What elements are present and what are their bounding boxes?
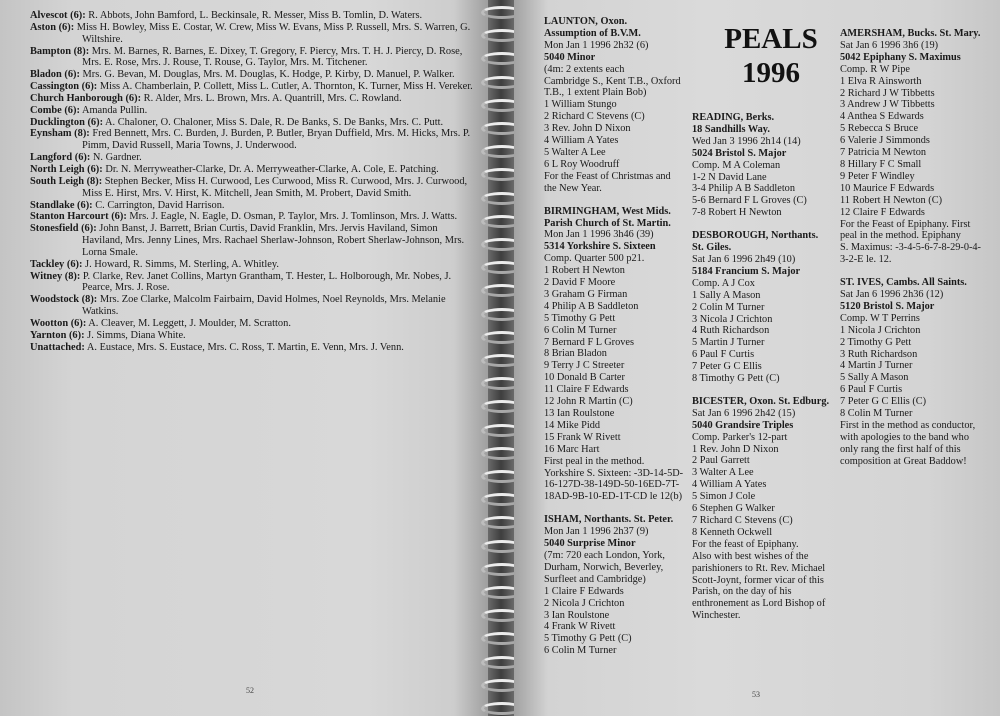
tower-name: Bladon (6): bbox=[30, 69, 80, 81]
tower-name: Combe (6): bbox=[30, 104, 80, 116]
peal-detail-line: Also with best wishes of the bbox=[692, 550, 809, 562]
peal-detail-line: Parish, on the day of his bbox=[692, 586, 792, 598]
peal-detail-line: 5-6 Bernard F L Groves (C) bbox=[692, 195, 807, 207]
peal-detail-line: 2 David F Moore bbox=[544, 277, 616, 289]
ringer-names: Mrs. M. Barnes, R. Barnes, E. Dixey, T. Gregory, F. Piercy, Mrs. T. H. J. Piercy, D. Rose, Mrs. E. Rose, Mrs. J. Rouse, T. Rouse, G. Taylor, Mrs. M. Titchener. bbox=[82, 45, 463, 69]
peal-heading-line: ISHAM, Northants. St. Peter. bbox=[544, 514, 674, 526]
ringer-names: A. Eustace, Mrs. S. Eustace, Mrs. C. Ross, T. Martin, E. Venn, Mrs. J. Venn. bbox=[84, 341, 404, 353]
peal-heading-line: St. Giles. bbox=[692, 242, 732, 254]
tower-name: Woodstock (8): bbox=[30, 294, 98, 306]
peal-detail-line: 12 John R Martin (C) bbox=[544, 396, 633, 408]
peal-detail-line: 11 Robert H Newton (C) bbox=[840, 194, 942, 206]
peals-year: 1996 bbox=[742, 57, 800, 89]
ringer-names: Mrs. G. Bevan, M. Douglas, Mrs. M. Douglas, K. Hodge, P. Kirby, D. Manuel, P. Walker. bbox=[79, 69, 455, 81]
tower-entry bbox=[30, 93, 478, 105]
peal-detail-line: T.B., 1 extent Plain Bob) bbox=[544, 87, 647, 99]
peal-detail-line: Mon Jan 1 1996 2h37 (9) bbox=[544, 526, 649, 538]
peals-column-2 bbox=[692, 112, 842, 622]
ringer-names: Mrs. Zoe Clarke, Malcolm Fairbairn, David Holmes, Noel Reynolds, Mrs. Melanie Watkins. bbox=[82, 294, 446, 318]
peal-detail-line: Durham, Norwich, Beverley, bbox=[544, 561, 664, 573]
right-page bbox=[514, 0, 1000, 716]
peal-heading-line: Assumption of B.V.M. bbox=[544, 27, 641, 39]
peal-detail-line: 4 Martin J Turner bbox=[840, 360, 913, 372]
peal-detail-line: 6 Paul F Curtis bbox=[840, 384, 903, 396]
peal-detail-line: 5 Martin J Turner bbox=[692, 337, 765, 349]
ringer-names: A. Chaloner, O. Chaloner, Miss S. Dale, R. De Banks, S. De Banks, Mrs. C. Putt. bbox=[103, 116, 444, 128]
peal-detail-line: 8 Hillary F C Small bbox=[840, 158, 922, 170]
peal-heading-line: BIRMINGHAM, West Mids. bbox=[544, 205, 671, 217]
peal-heading-line: LAUNTON, Oxon. bbox=[544, 16, 628, 27]
left-page-number: 52 bbox=[246, 686, 254, 695]
peal-detail-line: Mon Jan 1 1996 3h46 (39) bbox=[544, 229, 654, 241]
peal-detail-line: 2 Colin M Turner bbox=[692, 301, 765, 313]
peal-heading-line: 5040 Surprise Minor bbox=[544, 538, 636, 550]
peal-detail-line: 3 Nicola J Crichton bbox=[692, 313, 773, 325]
ringer-names: A. Cleaver, M. Leggett, J. Moulder, M. Scratton. bbox=[86, 317, 291, 329]
peal-detail-line: composition at Great Baddow! bbox=[840, 455, 967, 467]
ringer-names: Miss A. Chamberlain, P. Collett, Miss L. Cutler, A. Thornton, K. Turner, Miss H. Vereker. bbox=[97, 81, 473, 93]
peal-detail-line: 7-8 Robert H Newton bbox=[692, 207, 782, 219]
peal-detail-line: 1 Nicola J Crichton bbox=[840, 324, 921, 336]
tower-ringer-list bbox=[30, 10, 478, 353]
peal-detail-line: 2 Richard J W Tibbetts bbox=[840, 87, 935, 99]
ringer-names: Stephen Becker, Miss H. Curwood, Les Curwood, Miss R. Curwood, Mrs. J. Curwood, Miss E. Hirst, Mrs. V. Hirst, K. Mitchell, Jean Smith, M. Probert, David Smith. bbox=[82, 175, 468, 199]
peal-detail-line: the New Year. bbox=[544, 182, 602, 194]
peal-detail-line: 1 Rev. John D Nixon bbox=[692, 443, 779, 455]
peals-heading bbox=[700, 22, 842, 90]
tower-entry bbox=[30, 22, 478, 46]
ringer-names: John Banst, J. Barrett, Brian Curtis, David Franklin, Mrs. Jervis Haviland, Simon Haviland, Mrs. Jenny Lines, Mrs. Rachael Sherlaw-Johnson, Robert Sherlaw-Johnson, Mrs. Lorna Smale. bbox=[82, 223, 465, 258]
peal-detail-line: 5 Walter A Lee bbox=[544, 146, 606, 158]
left-page bbox=[0, 0, 488, 716]
peal-detail-line: Wed Jan 3 1996 2h14 (14) bbox=[692, 135, 801, 147]
peal-detail-line: 4 Anthea S Edwards bbox=[840, 111, 924, 123]
peal-detail-line: 6 Colin M Turner bbox=[544, 645, 617, 657]
ringer-names: J. Simms, Diana White. bbox=[84, 329, 186, 341]
peal-heading-line: 5042 Epiphany S. Maximus bbox=[840, 51, 961, 63]
peal-heading-line: Parish Church of St. Martin. bbox=[544, 217, 671, 229]
tower-entry bbox=[30, 211, 478, 223]
peal-heading-line: 18 Sandhills Way. bbox=[692, 123, 770, 135]
peal-heading-line: 5184 Francium S. Major bbox=[692, 265, 801, 277]
peal-detail-line: 4 Frank W Rivett bbox=[544, 621, 616, 633]
peal-detail-line: 7 Richard C Stevens (C) bbox=[692, 515, 793, 526]
peal-heading-line: DESBOROUGH, Northants. bbox=[692, 230, 819, 242]
peal-detail-line: For the feast of Epiphany. bbox=[692, 538, 799, 550]
peal-detail-line: 3 Ian Roulstone bbox=[544, 609, 610, 621]
section-gap bbox=[692, 385, 842, 396]
section-gap bbox=[544, 195, 704, 206]
peal-detail-line: 12 Claire F Edwards bbox=[840, 206, 925, 218]
peal-detail-line: Comp. M A Coleman bbox=[692, 159, 781, 171]
ringer-names: P. Clarke, Rev. Janet Collins, Martyn Grantham, T. Hester, L. Holborough, Mr. Nobes, J. Pearce, Mrs. J. Rose. bbox=[80, 270, 452, 294]
tower-entry bbox=[30, 200, 478, 212]
peal-detail-line: Cambridge S., Kent T.B., Oxford bbox=[544, 75, 681, 87]
peal-detail-line: 16 Marc Hart bbox=[544, 443, 600, 455]
peal-detail-line: (4m: 2 extents each bbox=[544, 63, 625, 75]
ringer-names: N. Gardner. bbox=[90, 152, 142, 164]
peal-detail-line: 3 Ruth Richardson bbox=[840, 348, 918, 360]
tower-name: Aston (6): bbox=[30, 21, 75, 33]
peal-detail-line: 3-4 Philip A B Saddleton bbox=[692, 183, 795, 195]
peal-detail-line: 2 Richard C Stevens (C) bbox=[544, 111, 645, 123]
ringer-names: R. Abbots, John Bamford, L. Beckinsale, R. Messer, Miss B. Tomlin, D. Waters. bbox=[85, 10, 423, 21]
peal-detail-line: 8 Colin M Turner bbox=[840, 408, 913, 420]
peal-detail-line: 2 Nicola J Crichton bbox=[544, 597, 625, 609]
tower-name: Eynsham (8): bbox=[30, 128, 90, 140]
peal-detail-line: 1 Robert H Newton bbox=[544, 265, 625, 277]
peal-detail-line: 5 Rebecca S Bruce bbox=[840, 123, 919, 135]
peal-detail-line: 4 Philip A B Saddleton bbox=[544, 300, 639, 312]
peal-heading-line: AMERSHAM, Bucks. St. Mary. bbox=[840, 28, 981, 39]
peal-detail-line: 10 Donald B Carter bbox=[544, 372, 625, 384]
peal-detail-line: peal in the method. Epiphany bbox=[840, 230, 961, 242]
peal-heading-line: 5120 Bristol S. Major bbox=[840, 300, 935, 312]
peal-heading-line: ST. IVES, Cambs. All Saints. bbox=[840, 277, 967, 289]
peal-detail-line: 8 Kenneth Ockwell bbox=[692, 526, 773, 538]
peal-detail-line: 3-2-E le. 12. bbox=[840, 254, 892, 266]
peal-detail-line: 8 Timothy G Pett (C) bbox=[692, 373, 780, 385]
peal-detail-line: First peal in the method. bbox=[544, 455, 645, 467]
tower-entry bbox=[30, 330, 478, 342]
tower-name: Ducklington (6): bbox=[30, 116, 104, 128]
tower-entry bbox=[30, 176, 478, 200]
tower-name: Langford (6): bbox=[30, 152, 91, 164]
ringer-names: R. Alder, Mrs. L. Brown, Mrs. A. Quantrill, Mrs. C. Rowland. bbox=[141, 92, 402, 104]
peal-detail-line: 4 William A Yates bbox=[544, 135, 619, 147]
peal-detail-line: 9 Peter F Windley bbox=[840, 170, 915, 182]
tower-name: Stonesfield (6): bbox=[30, 223, 97, 235]
tower-entry bbox=[30, 164, 478, 176]
tower-name: Bampton (8): bbox=[30, 45, 90, 57]
tower-name: Witney (8): bbox=[30, 270, 81, 282]
tower-name: Yarnton (6): bbox=[30, 329, 85, 341]
tower-entry bbox=[30, 117, 478, 129]
peal-detail-line: 6 Paul F Curtis bbox=[692, 349, 755, 361]
tower-entry bbox=[30, 342, 478, 354]
peal-detail-line: 4 Ruth Richardson bbox=[692, 325, 770, 337]
peal-detail-line: Sat Jan 6 1996 2h36 (12) bbox=[840, 289, 944, 301]
peal-detail-line: Yorkshire S. Sixteen: -3D-14-5D- bbox=[544, 467, 684, 479]
peal-detail-line: 5 Timothy G Pett bbox=[544, 312, 616, 324]
tower-name: North Leigh (6): bbox=[30, 163, 103, 175]
tower-entry bbox=[30, 105, 478, 117]
tower-name: Wootton (6): bbox=[30, 317, 87, 329]
peal-detail-line: 11 Claire F Edwards bbox=[544, 384, 629, 396]
tower-name: Church Hanborough (6): bbox=[30, 92, 142, 104]
peal-detail-line: 5 Sally A Mason bbox=[840, 372, 909, 384]
peal-detail-line: parishioners to Rt. Rev. Michael bbox=[692, 562, 826, 574]
tower-entry bbox=[30, 10, 478, 22]
peal-detail-line: 13 Ian Roulstone bbox=[544, 408, 615, 419]
tower-name: Cassington (6): bbox=[30, 81, 98, 93]
tower-entry bbox=[30, 259, 478, 271]
peals-column-1 bbox=[544, 16, 704, 657]
peal-detail-line: 16-127D-38-149D-50-16ED-7T- bbox=[544, 479, 680, 491]
peal-detail-line: Comp. Parker's 12-part bbox=[692, 431, 788, 443]
peal-detail-line: Surfleet and Cambridge) bbox=[544, 573, 646, 585]
peals-title: PEALS bbox=[724, 23, 818, 55]
peal-heading-line: 5040 Minor bbox=[544, 51, 596, 63]
tower-entry bbox=[30, 46, 478, 70]
tower-name: Alvescot (6): bbox=[30, 10, 86, 21]
tower-entry bbox=[30, 152, 478, 164]
peal-heading-line: READING, Berks. bbox=[692, 112, 775, 123]
peal-detail-line: 14 Mike Pidd bbox=[544, 419, 601, 431]
peal-detail-line: Winchester. bbox=[692, 610, 741, 622]
tower-name: Stanton Harcourt (6): bbox=[30, 211, 127, 223]
peal-detail-line: Sat Jan 6 1996 2h49 (10) bbox=[692, 253, 796, 265]
ringer-names: C. Carrington, David Harrison. bbox=[92, 199, 225, 211]
peal-detail-line: Mon Jan 1 1996 2h32 (6) bbox=[544, 39, 649, 51]
peal-detail-line: 10 Maurice F Edwards bbox=[840, 182, 935, 194]
peal-detail-line: Comp. R W Pipe bbox=[840, 63, 910, 75]
section-gap bbox=[692, 219, 842, 230]
peal-detail-line: 1 Claire F Edwards bbox=[544, 585, 624, 597]
peal-detail-line: 2 Paul Garrett bbox=[692, 455, 750, 467]
peal-detail-line: Comp. A J Cox bbox=[692, 277, 755, 289]
ringer-names: J. Howard, R. Simms, M. Sterling, A. Whitley. bbox=[82, 258, 279, 270]
peal-detail-line: For the Feast of Epiphany. First bbox=[840, 218, 971, 230]
ringer-names: Dr. N. Merryweather-Clarke, Dr. A. Merryweather-Clarke, A. Cole, E. Patching. bbox=[102, 163, 439, 175]
peal-detail-line: 6 Colin M Turner bbox=[544, 324, 617, 336]
peal-detail-line: Comp. Quarter 500 p21. bbox=[544, 253, 645, 265]
tower-name: Unattached: bbox=[30, 341, 85, 353]
peal-detail-line: 5 Timothy G Pett (C) bbox=[544, 633, 632, 645]
peal-detail-line: enthronement as Lord Bishop of bbox=[692, 598, 826, 610]
peal-detail-line: (7m: 720 each London, York, bbox=[544, 549, 665, 561]
right-page-number: 53 bbox=[752, 690, 760, 699]
tower-name: South Leigh (8): bbox=[30, 175, 103, 187]
peal-detail-line: 1-2 N David Lane bbox=[692, 171, 767, 183]
peal-detail-line: S. Maximus: -3-4-5-6-7-8-29-0-4- bbox=[840, 242, 981, 254]
peal-detail-line: 3 Rev. John D Nixon bbox=[544, 123, 631, 135]
peals-column-3 bbox=[840, 28, 996, 468]
peal-detail-line: 7 Peter G C Ellis bbox=[692, 361, 762, 373]
peal-detail-line: 6 Valerie J Simmonds bbox=[840, 135, 930, 147]
peal-detail-line: First in the method as conductor, bbox=[840, 420, 976, 431]
tower-entry bbox=[30, 128, 478, 152]
peal-detail-line: 7 Bernard F L Groves bbox=[544, 336, 634, 348]
peal-heading-line: 5024 Bristol S. Major bbox=[692, 147, 787, 159]
peal-detail-line: 3 Graham G Firman bbox=[544, 288, 628, 300]
ringer-names: Amanda Pullin. bbox=[79, 104, 148, 116]
ringer-names: Fred Bennett, Mrs. C. Burden, J. Burden, P. Butler, Bryan Duffield, Mrs. M. Hicks, Mrs. P. Pimm, David Russell, Maria Towns, J. Underwood. bbox=[82, 128, 471, 152]
peal-heading-line: 5040 Grandsire Triples bbox=[692, 419, 794, 431]
peal-detail-line: Sat Jan 6 1996 3h6 (19) bbox=[840, 39, 939, 51]
peal-detail-line: 2 Timothy G Pett bbox=[840, 336, 912, 348]
peal-detail-line: 8 Brian Bladon bbox=[544, 348, 607, 360]
ringer-names: Mrs. J. Eagle, N. Eagle, D. Osman, P. Taylor, Mrs. J. Tomlinson, Mrs. J. Watts. bbox=[126, 211, 458, 223]
peal-detail-line: Sat Jan 6 1996 2h42 (15) bbox=[692, 407, 796, 419]
peal-detail-line: 6 Stephen G Walker bbox=[692, 503, 775, 515]
peal-detail-line: Comp. W T Perrins bbox=[840, 312, 920, 324]
peal-detail-line: 3 Walter A Lee bbox=[692, 467, 754, 479]
tower-entry bbox=[30, 294, 478, 318]
peal-detail-line: 5 Simon J Cole bbox=[692, 491, 756, 503]
tower-entry bbox=[30, 81, 478, 93]
tower-name: Standlake (6): bbox=[30, 199, 93, 211]
tower-entry bbox=[30, 271, 478, 295]
peal-detail-line: Scott-Joynt, former vicar of this bbox=[692, 574, 824, 586]
peal-detail-line: 1 Elva R Ainsworth bbox=[840, 75, 922, 87]
peal-detail-line: For the Feast of Christmas and bbox=[544, 170, 671, 182]
tower-name: Tackley (6): bbox=[30, 258, 83, 270]
tower-entry bbox=[30, 318, 478, 330]
peal-detail-line: 1 Sally A Mason bbox=[692, 289, 761, 301]
peal-detail-line: 9 Terry J C Streeter bbox=[544, 360, 625, 372]
peal-detail-line: 18AD-9B-10-ED-1T-CD le 12(b) bbox=[544, 491, 683, 503]
peal-heading-line: BICESTER, Oxon. St. Edburg. bbox=[692, 395, 830, 407]
peal-detail-line: 6 L Roy Woodruff bbox=[544, 158, 620, 170]
tower-entry bbox=[30, 223, 478, 259]
section-gap bbox=[840, 266, 996, 277]
tower-entry bbox=[30, 69, 478, 81]
section-gap bbox=[544, 503, 704, 514]
peal-detail-line: 4 William A Yates bbox=[692, 479, 767, 491]
peal-detail-line: 7 Peter G C Ellis (C) bbox=[840, 396, 927, 408]
peal-detail-line: 7 Patricia M Newton bbox=[840, 147, 927, 159]
peal-detail-line: 1 William Stungo bbox=[544, 99, 617, 111]
ringer-names: Miss H. Bowley, Miss E. Costar, W. Crew, Miss W. Evans, Miss P. Russell, Mrs. S. Warren, G. Wiltshire. bbox=[74, 21, 471, 45]
peal-heading-line: 5314 Yorkshire S. Sixteen bbox=[544, 241, 656, 253]
peal-detail-line: 3 Andrew J W Tibbetts bbox=[840, 99, 935, 111]
peal-detail-line: 15 Frank W Rivett bbox=[544, 431, 621, 443]
peal-detail-line: with apologies to the band who bbox=[840, 431, 969, 443]
peal-detail-line: only rang the first half of this bbox=[840, 443, 961, 455]
